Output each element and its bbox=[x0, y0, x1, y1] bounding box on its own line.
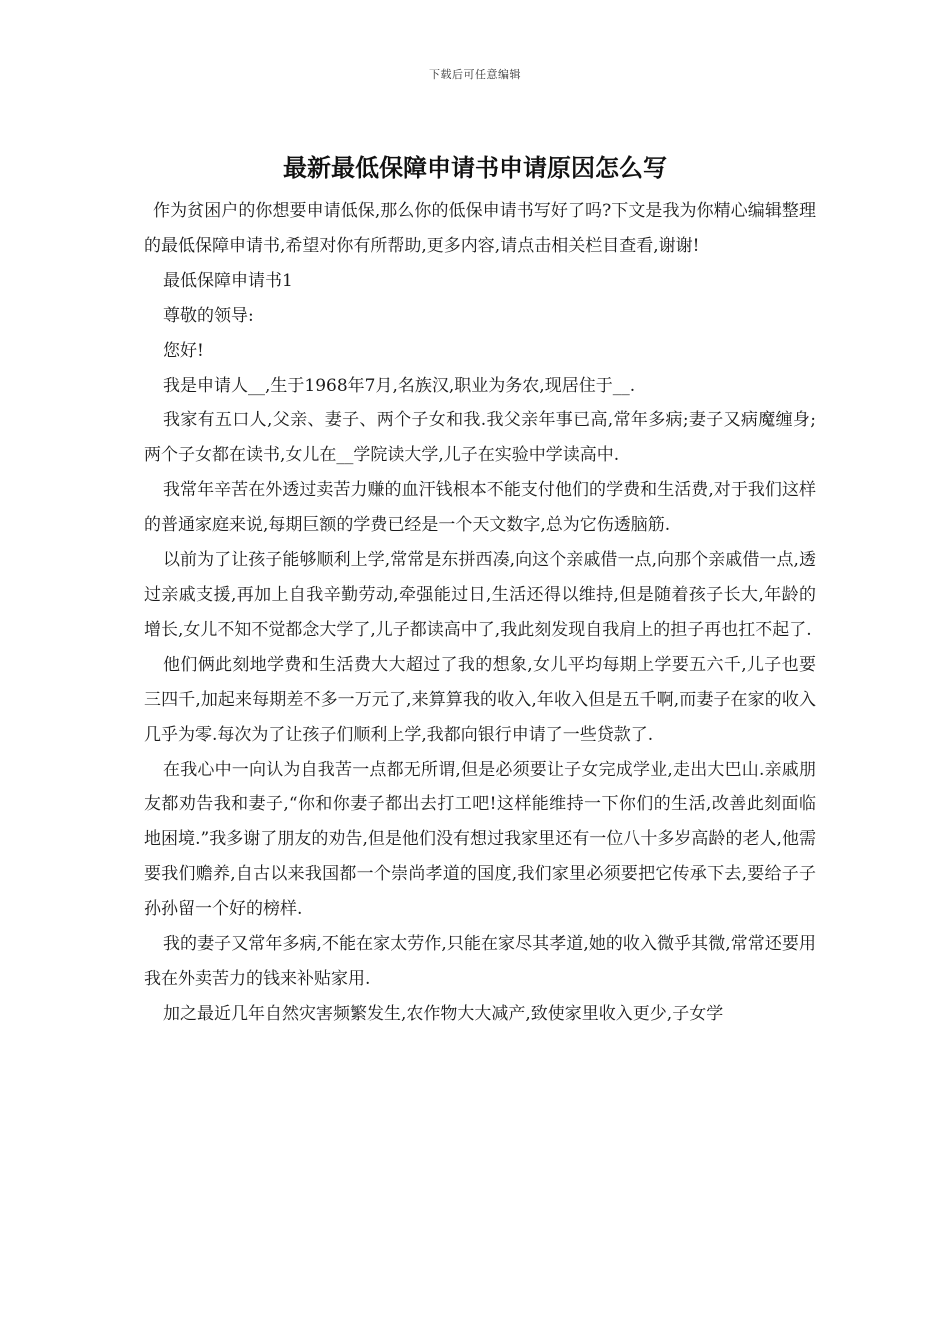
section-heading: 最低保障申请书1 bbox=[163, 270, 293, 291]
body-paragraph: 他们俩此刻地学费和生活费大大超过了我的想象,女儿平均每期上学要五六千,儿子也要三四千,加起来每期差不多一万元了,来算算我的收入,年收入但是五千啊,而妻子在家的收入几乎为零.每次为了让孩子们顺利上学,我都向银行申请了一些贷款了. bbox=[144, 654, 816, 745]
salutation: 尊敬的领导: bbox=[163, 305, 254, 326]
document-body bbox=[144, 194, 816, 1032]
header-note: 下载后可任意编辑 bbox=[429, 68, 521, 81]
body-paragraph: 我常年辛苦在外透过卖苦力赚的血汗钱根本不能支付他们的学费和生活费,对于我们这样的普通家庭来说,每期巨额的学费已经是一个天文数字,总为它伤透脑筋. bbox=[144, 480, 816, 536]
body-paragraph: 我的妻子又常年多病,不能在家太劳作,只能在家尽其孝道,她的收入微乎其微,常常还要用我在外卖苦力的钱来补贴家用. bbox=[144, 934, 816, 989]
body-paragraph: 加之最近几年自然灾害频繁发生,农作物大大减产,致使家里收入更少,子女学 bbox=[163, 1003, 724, 1024]
body-paragraph: 我是申请人__,生于1968年7月,名族汉,职业为务农,现居住于__. bbox=[163, 375, 636, 396]
body-paragraph: 以前为了让孩子能够顺利上学,常常是东拼西凑,向这个亲戚借一点,向那个亲戚借一点,透过亲戚支援,再加上自我辛勤劳动,牵强能过日,生活还得以维持,但是随着孩子长大,年龄的增长,女儿不知不觉都念大学了,儿子都读高中了,我此刻发现自我肩上的担子再也扛不起了. bbox=[144, 550, 816, 640]
document-title: 最新最低保障申请书申请原因怎么写 bbox=[283, 153, 667, 182]
intro-paragraph: 作为贫困户的你想要申请低保,那么你的低保申请书写好了吗?下文是我为你精心编辑整理的最低保障申请书,希望对你有所帮助,更多内容,请点击相关栏目查看,谢谢! bbox=[144, 201, 816, 256]
body-paragraph: 我家有五口人,父亲、妻子、两个子女和我.我父亲年事已高,常年多病;妻子又病魔缠身;两个子女都在读书,女儿在__学院读大学,儿子在实验中学读高中. bbox=[144, 410, 816, 466]
greeting: 您好! bbox=[163, 340, 204, 361]
body-paragraph: 在我心中一向认为自我苦一点都无所谓,但是必须要让子女完成学业,走出大巴山.亲戚朋友都劝告我和妻子,“你和你妻子都出去打工吧!这样能维持一下你们的生活,改善此刻面临地困境.”我多谢了朋友的劝告,但是他们没有想过我家里还有一位八十多岁高龄的老人,他需要我们赡养,自古以来我国都一个崇尚孝道的国度,我们家里必须要把它传承下去,要给子子孙孙留一个好的榜样. bbox=[144, 759, 816, 920]
